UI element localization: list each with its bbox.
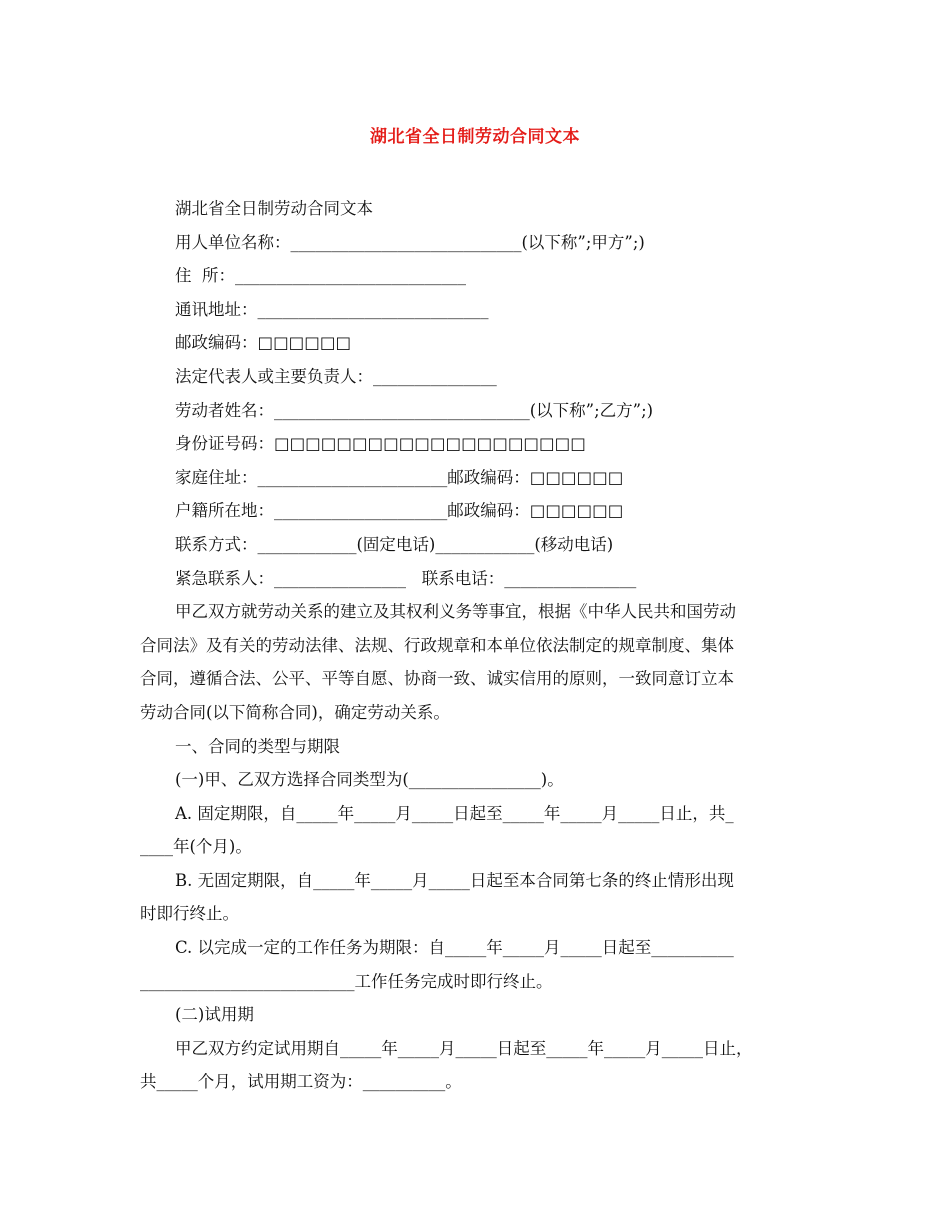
option-c-line: __________________________工作任务完成时即行终止。: [140, 971, 553, 991]
employer-name-field: 用人单位名称：____________________________(以下称”;甲方”;): [175, 232, 645, 252]
paragraph-line: 合同法》及有关的劳动法律、法规、行政规章和本单位依法制定的规章制度、集体: [140, 635, 734, 655]
probation-heading: (二)试用期: [175, 1005, 254, 1025]
home-address-field: 家庭住址：_______________________邮政编码：□□□□□□: [175, 467, 624, 487]
emergency-contact-field: 紧急联系人：________________ 联系电话：________________: [175, 568, 637, 588]
section-heading: 一、合同的类型与期限: [175, 736, 340, 756]
probation-line: 共_____个月，试用期工资为：__________。: [140, 1072, 462, 1092]
document-body: [140, 192, 816, 1099]
text-line: 湖北省全日制劳动合同文本: [175, 199, 373, 218]
option-b-line: 时即行终止。: [140, 904, 239, 924]
option-c-line: C. 以完成一定的工作任务为期限：自_____年_____月_____日起至__________: [175, 938, 734, 958]
option-b-line: B. 无固定期限，自_____年_____月_____日起至本合同第七条的终止情形出现: [175, 870, 734, 890]
legal-representative-field: 法定代表人或主要负责人：_______________: [175, 366, 497, 386]
postal-code-field: 邮政编码：□□□□□□: [175, 333, 352, 353]
paragraph-line: 甲乙双方就劳动关系的建立及其权利义务等事宜，根据《中华人民共和国劳动: [175, 602, 736, 622]
id-number-field: 身份证号码：□□□□□□□□□□□□□□□□□□□□: [175, 434, 586, 454]
document-title: 湖北省全日制劳动合同文本: [370, 127, 580, 147]
option-a-line: A. 固定期限，自_____年_____月_____日起至_____年_____月_____日止，共_: [175, 803, 734, 823]
mailing-address-field: 通讯地址：____________________________: [175, 299, 489, 319]
household-registration-field: 户籍所在地：_____________________邮政编码：□□□□□□: [175, 501, 624, 521]
paragraph-line: 劳动合同(以下简称合同)，确定劳动关系。: [140, 702, 450, 722]
contact-field: 联系方式：____________(固定电话)____________(移动电话): [175, 534, 614, 554]
option-a-line: ____年(个月)。: [140, 837, 252, 857]
probation-line: 甲乙双方约定试用期自_____年_____月_____日起至_____年_____月_____日止，: [175, 1038, 753, 1058]
address-field: 住 所：____________________________: [175, 266, 466, 286]
paragraph-line: 合同，遵循合法、公平、平等自愿、协商一致、诚实信用的原则，一致同意订立本: [140, 669, 734, 689]
employee-name-field: 劳动者姓名：_______________________________(以下称”;乙方”;): [175, 400, 654, 420]
contract-type-clause: (一)甲、乙双方选择合同类型为(________________)。: [175, 770, 564, 790]
